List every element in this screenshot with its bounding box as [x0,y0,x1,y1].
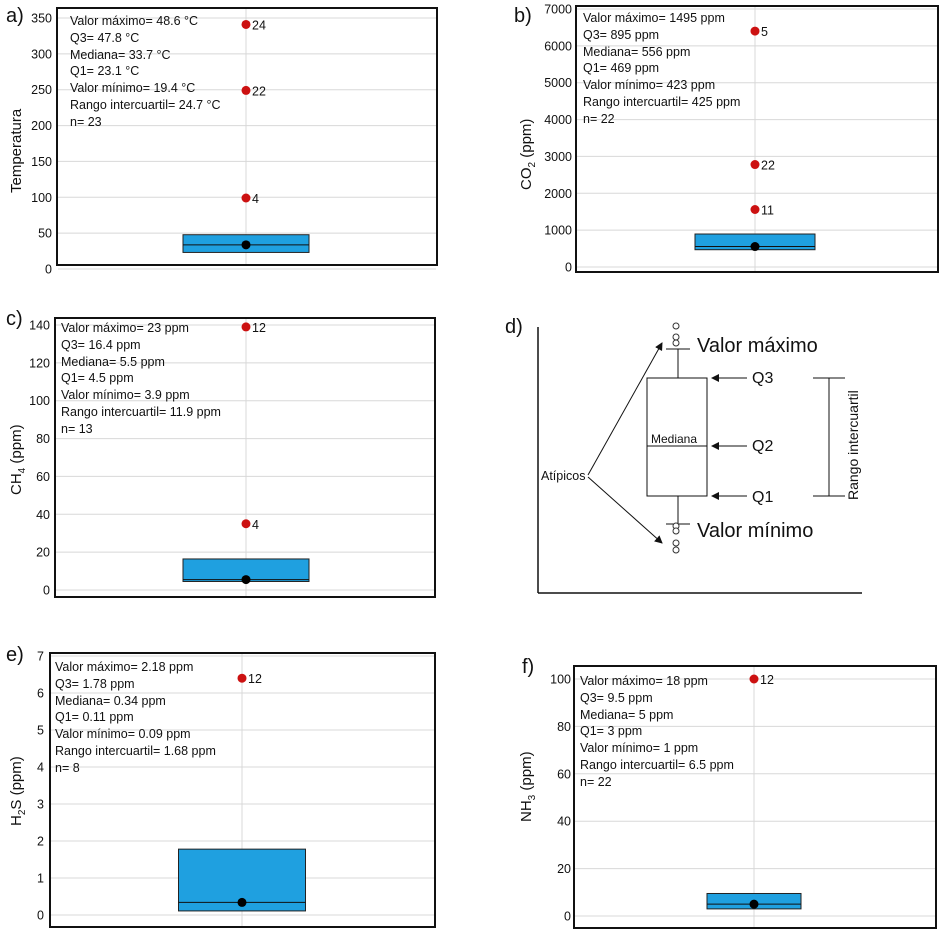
y-tick-label: 80 [557,719,571,734]
y-tick-label: 20 [557,862,571,877]
diagram-outlier-circle [673,547,679,553]
diagram-label-q2: Q2 [752,438,774,455]
y-tick-label: 7 [37,649,44,664]
stats-text-b: Valor máximo= 1495 ppm Q3= 895 ppm Mediana= 556 ppm Q1= 469 ppm Valor mínimo= 423 ppm Rango intercuartil= 425 ppm n= 22 [583,11,741,126]
y-tick-label: 0 [43,583,50,598]
outlier-label: 11 [761,203,774,218]
y-tick-label: 0 [45,262,52,277]
y-tick-label: 2 [37,834,44,849]
y-tick-label: 60 [557,767,571,782]
outlier-label: 12 [252,320,266,335]
diagram-label-atipicos: Atípicos [541,469,586,483]
outlier-label: 12 [248,672,262,687]
diagram-label-valor-maximo: Valor máximo [697,335,818,357]
y-axis-label-c: $CH_4$ (ppm) [8,424,28,495]
y-tick-label: 6 [37,686,44,701]
diagram-label-mediana: Mediana [651,432,698,446]
y-tick-label: 40 [36,507,50,522]
panel-letter-a: a) [6,5,24,27]
y-tick-label: 150 [31,154,52,169]
y-tick-label: 80 [36,432,50,447]
outlier-label: 5 [761,25,768,40]
diagram-label-rango-intercuartil: Rango intercuartil [845,390,861,500]
y-tick-label: 2000 [544,186,572,201]
y-tick-label: 140 [29,318,50,333]
y-tick-label: 200 [31,119,52,134]
y-axis-label-b: $CO_2$ (ppm) [518,118,538,190]
y-tick-label: 120 [29,356,50,371]
y-tick-label: 0 [37,908,44,923]
y-tick-label: 300 [31,47,52,62]
y-tick-label: 100 [550,672,571,687]
y-tick-label: 7000 [544,2,572,17]
y-tick-label: 20 [36,545,50,560]
stats-text-c: Valor máximo= 23 ppm Q3= 16.4 ppm Mediana= 5.5 ppm Q1= 4.5 ppm Valor mínimo= 3.9 ppm Rango intercuartil= 11.9 ppm n= 13 [61,321,221,436]
y-tick-label: 4000 [544,113,572,128]
y-tick-label: 1 [37,871,44,886]
diagram-label-valor-minimo: Valor mínimo [697,520,814,542]
stats-text-f: Valor máximo= 18 ppm Q3= 9.5 ppm Mediana= 5 ppm Q1= 3 ppm Valor mínimo= 1 ppm Rango intercuartil= 6.5 ppm n= 22 [580,674,734,789]
y-tick-label: 5000 [544,76,572,91]
y-tick-label: 3 [37,797,44,812]
y-tick-label: 40 [557,814,571,829]
y-tick-label: 1000 [544,223,572,238]
panel-letter-e: e) [6,644,24,666]
stats-text-e: Valor máximo= 2.18 ppm Q3= 1.78 ppm Mediana= 0.34 ppm Q1= 0.11 ppm Valor mínimo= 0.09 ppm Rango intercuartil= 1.68 ppm n= 8 [55,660,216,775]
y-tick-label: 0 [564,909,571,924]
diagram-outlier-circle [673,540,679,546]
panel-letter-f: f) [522,656,535,678]
panel-letter-c: c) [6,308,23,330]
outlier-label: 4 [252,517,259,532]
y-axis-label-e: $H_2S$ (ppm) [8,756,28,826]
diagram-label-q1: Q1 [752,489,774,506]
outlier-label: 12 [760,673,774,687]
y-tick-label: 0 [565,260,572,275]
outlier-label: 24 [252,18,266,33]
outlier-label: 4 [252,192,259,207]
y-tick-label: 5 [37,723,44,738]
y-tick-label: 350 [31,11,52,26]
panel-letter-b: b) [514,5,532,27]
diagram-outlier-circle [673,340,679,346]
diagram-outlier-circle [673,323,679,329]
panel-letter-d: d) [505,316,523,338]
y-tick-label: 4 [37,760,44,775]
y-tick-label: 3000 [544,149,572,164]
y-tick-label: 100 [29,394,50,409]
stats-text-a: Valor máximo= 48.6 °C Q3= 47.8 °C Mediana= 33.7 °C Q1= 23.1 °C Valor mínimo= 19.4 °C Rango intercuartil= 24.7 °C n= 23 [70,14,221,129]
diagram-outlier-circle [673,528,679,534]
y-tick-label: 50 [38,226,52,241]
y-tick-label: 60 [36,469,50,484]
y-tick-label: 100 [31,190,52,205]
y-tick-label: 6000 [544,39,572,54]
outlier-label: 22 [252,84,266,99]
diagram-outlier-circle [673,334,679,340]
diagram-label-q3: Q3 [752,370,774,387]
y-axis-label-a: Temperatura [8,108,25,193]
outlier-label: 22 [761,158,775,173]
y-tick-label: 250 [31,83,52,98]
y-axis-label-f: $NH_3$ (ppm) [518,751,538,822]
